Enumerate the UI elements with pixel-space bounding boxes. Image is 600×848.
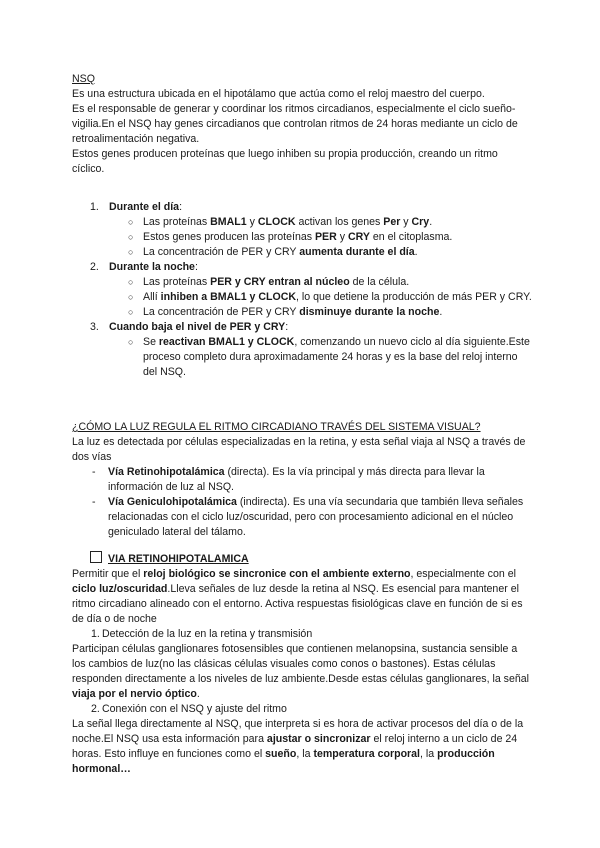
dash-bullet: - <box>92 466 96 478</box>
bold-text: PER y CRY entran al núcleo <box>210 276 350 288</box>
text: . <box>439 306 443 318</box>
text: y <box>246 216 258 228</box>
via-paragraph-1 <box>72 567 532 627</box>
via-section <box>72 551 532 777</box>
text: Estos genes producen las proteínas <box>143 231 315 243</box>
text: . <box>429 216 433 228</box>
list-number: 1. <box>90 201 99 213</box>
text: Participan células ganglionares fotosensibles que contienen melanopsina, sustancia sensible a los cambios de luz(no las clásicas células visuales como conos o bastones). Estas células responden directamente a los niveles de luz ambiente.Desde estas células ganglionares, la señal <box>72 643 529 685</box>
step-title: Durante la noche <box>109 261 195 273</box>
via-heading: VIA RETINOHIPOTALAMICA <box>108 553 249 565</box>
bold-text: ajustar o sincronizar <box>266 733 371 745</box>
text: Se <box>143 336 159 348</box>
text: , la <box>296 748 314 760</box>
list-item <box>109 305 532 320</box>
list-number: 2. <box>91 703 100 715</box>
text: y <box>400 216 412 228</box>
text: de la célula. <box>349 276 410 288</box>
bold-text: BMAL1 <box>210 216 247 228</box>
via-paragraph-2 <box>72 642 532 702</box>
list-item <box>109 215 532 230</box>
nsq-paragraph-3: Estos genes producen proteínas que luego inhiben su propia producción, creando un ritmo cíclico. <box>72 148 498 175</box>
circle-bullet-icon: ○ <box>128 217 134 227</box>
circle-bullet-icon: ○ <box>128 292 134 302</box>
text: (directa). Es la vía principal y más directa para llevar la información de luz al NSQ. <box>108 466 485 493</box>
step-title: Cuando baja el nivel de PER y CRY <box>109 321 286 333</box>
bold-text: inhiben a BMAL1 y CLOCK <box>160 291 297 303</box>
text: .Lleva señales de luz desde la retina al NSQ. Es esencial para mantener el ritmo circadiano alineado con el entorno. Activa respuestas fisiológicas clave en función de si es de día o de noche <box>72 583 523 625</box>
light-heading: ¿CÓMO LA LUZ REGULA EL RITMO CIRCADIANO TRAVÉS DEL SISTEMA VISUAL? <box>72 421 481 433</box>
text: el reloj interno a un ciclo de 24 horas. Esto influye en funciones como el <box>72 733 518 760</box>
cycle-step-1 <box>72 200 532 260</box>
step-2-bullets <box>109 275 532 320</box>
bold-text: CRY <box>347 231 370 243</box>
step-title: Durante el día <box>109 201 180 213</box>
via-step-2 <box>72 702 532 717</box>
cycle-step-2 <box>72 260 532 320</box>
text: , especialmente con el <box>410 568 516 580</box>
text: Las proteínas <box>143 276 211 288</box>
checkbox-icon <box>90 551 102 563</box>
via-heading-line <box>72 551 532 567</box>
bold-text: Vía Retinohipotalámica <box>108 466 225 478</box>
list-item <box>109 290 532 305</box>
colon: : <box>285 321 289 333</box>
list-item <box>109 245 532 260</box>
step-1-bullets <box>109 215 532 260</box>
bold-text: viaja por el nervio óptico <box>72 688 197 700</box>
bold-text: Cry <box>411 216 430 228</box>
list-item <box>109 275 532 290</box>
text: Detección de la luz en la retina y transmisión <box>102 628 313 640</box>
cycle-list-section <box>72 200 532 380</box>
colon: : <box>194 261 198 273</box>
dash-bullet: - <box>92 496 96 508</box>
bold-text: Vía Geniculohipotalámica <box>108 496 237 508</box>
bold-text: ciclo luz/oscuridad <box>72 583 168 595</box>
list-item <box>72 495 532 540</box>
list-number: 1. <box>91 628 100 640</box>
nsq-paragraph-2: Es el responsable de generar y coordinar los ritmos circadianos, especialmente el ciclo sueño-vigilia.En el NSQ hay genes circadianos que controlan ritmos de 24 horas mediante un ciclo de retroalimentación negativa. <box>72 103 518 145</box>
list-item <box>109 230 532 245</box>
nsq-heading: NSQ <box>72 73 95 85</box>
text: . <box>196 688 200 700</box>
via-step-1 <box>72 627 532 642</box>
colon: : <box>179 201 183 213</box>
nsq-paragraph-1: Es una estructura ubicada en el hipotálamo que actúa como el reloj maestro del cuerpo. <box>72 88 485 100</box>
text: y <box>336 231 348 243</box>
text: , comenzando un nuevo ciclo al día siguiente.Este proceso completo dura aproximadamente 24 horas y es la base del reloj interno del NSQ. <box>143 336 530 378</box>
bold-text: reloj biológico se sincronice con el ambiente externo <box>143 568 411 580</box>
text: La concentración de PER y CRY <box>143 246 300 258</box>
list-item <box>72 465 532 495</box>
bold-text: Per <box>383 216 401 228</box>
bold-text: temperatura corporal <box>313 748 420 760</box>
cycle-list <box>72 200 532 380</box>
step-3-bullets <box>109 335 532 380</box>
via-paragraph-3 <box>72 717 532 777</box>
circle-bullet-icon: ○ <box>128 307 134 317</box>
circle-bullet-icon: ○ <box>128 232 134 242</box>
text: La concentración de PER y CRY <box>143 306 300 318</box>
bold-text: CLOCK <box>257 216 296 228</box>
bold-text: sueño <box>265 748 297 760</box>
bold-text: aumenta durante el día <box>299 246 415 258</box>
bold-text: producción hormonal… <box>72 748 495 775</box>
text: activan los genes <box>295 216 384 228</box>
text: Permitir que el <box>72 568 144 580</box>
circle-bullet-icon: ○ <box>128 247 134 257</box>
text: Conexión con el NSQ y ajuste del ritmo <box>102 703 287 715</box>
light-intro: La luz es detectada por células especializadas en la retina, y esta señal viaja al NSQ a través de dos vías <box>72 436 526 463</box>
cycle-step-3 <box>72 320 532 380</box>
text: (indirecta). Es una vía secundaria que también lleva señales relacionadas con el ciclo luz/oscuridad, pero con procesamiento adicional en el núcleo geniculado lateral del tálamo. <box>108 496 524 538</box>
pathway-list <box>72 465 532 540</box>
list-item <box>109 335 532 380</box>
light-section <box>72 420 532 540</box>
list-number: 3. <box>90 321 99 333</box>
list-number: 2. <box>90 261 99 273</box>
text: , la <box>420 748 438 760</box>
text: en el citoplasma. <box>369 231 453 243</box>
text: . <box>414 246 418 258</box>
circle-bullet-icon: ○ <box>128 337 134 347</box>
nsq-section <box>72 72 532 177</box>
circle-bullet-icon: ○ <box>128 277 134 287</box>
bold-text: reactivan BMAL1 y CLOCK <box>158 336 295 348</box>
bold-text: disminuye durante la noche <box>299 306 440 318</box>
text: Las proteínas <box>143 216 211 228</box>
text: Allí <box>143 291 161 303</box>
bold-text: PER <box>314 231 337 243</box>
text: La señal llega directamente al NSQ, que interpreta si es hora de activar procesos del día o de la noche.El NSQ usa esta información para <box>72 718 524 745</box>
text: , lo que detiene la producción de más PER y CRY. <box>296 291 532 303</box>
